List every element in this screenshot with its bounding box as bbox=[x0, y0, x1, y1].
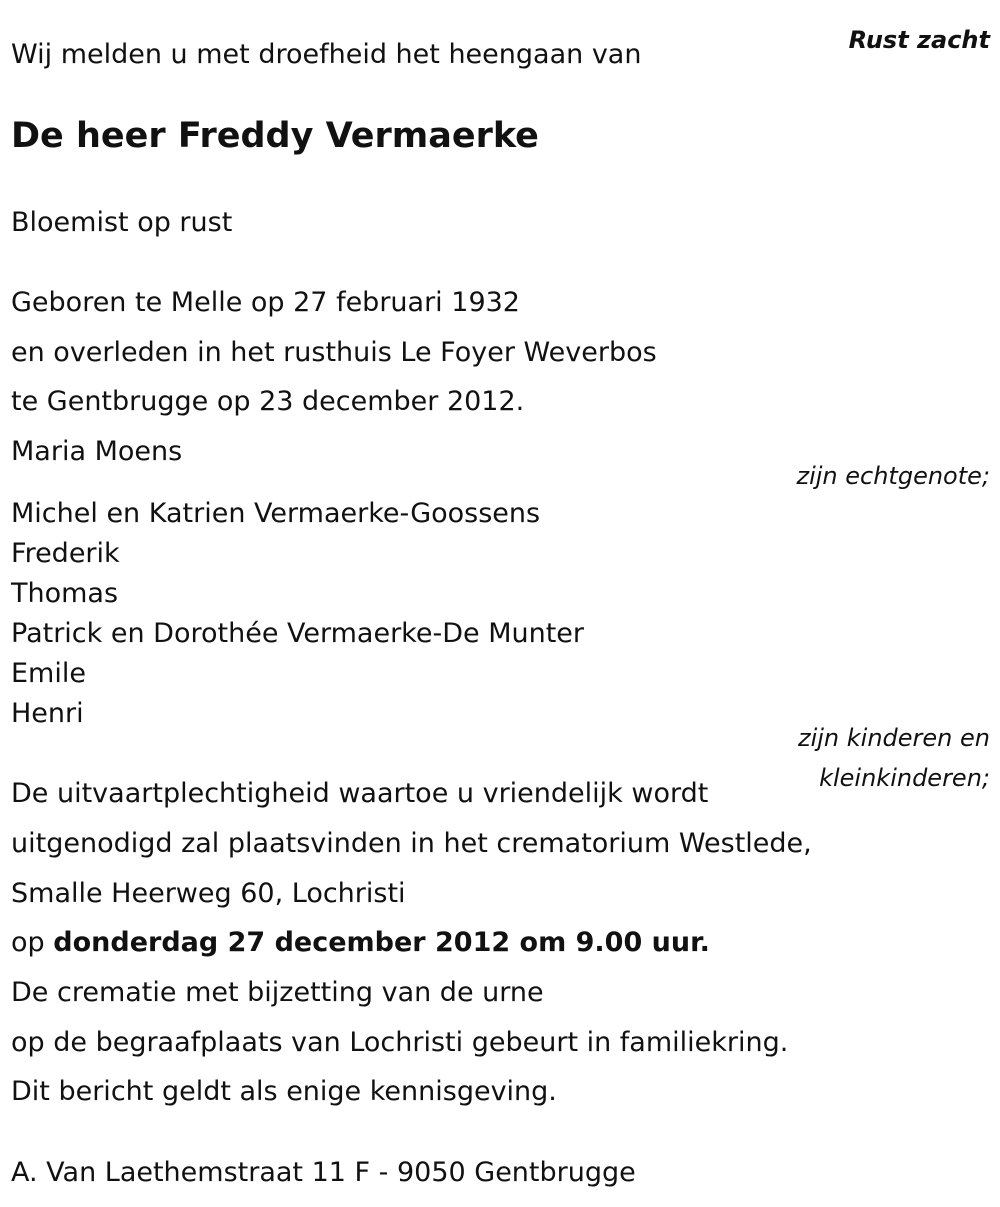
contact-address: A. Van Laethemstraat 11 F - 9050 Gentbrugge bbox=[11, 1157, 636, 1188]
ceremony-date-line bbox=[11, 927, 710, 959]
spouse-relation: zijn echtgenote; bbox=[796, 462, 990, 490]
child-line: Michel en Katrien Vermaerke-Goossens bbox=[11, 498, 541, 529]
ceremony-address: Smalle Heerweg 60, Lochristi bbox=[11, 878, 406, 909]
notice-line: Dit bericht geldt als enige kennisgeving. bbox=[11, 1076, 557, 1107]
child-line: Thomas bbox=[11, 578, 119, 609]
ceremony-line: op de begraafplaats van Lochristi gebeurt in familiekring. bbox=[11, 1027, 789, 1058]
deceased-name: De heer Freddy Vermaerke bbox=[11, 116, 539, 156]
ceremony-line: uitgenodigd zal plaatsvinden in het crematorium Westlede, bbox=[11, 828, 812, 859]
child-line: Frederik bbox=[11, 538, 120, 569]
death-line: en overleden in het rusthuis Le Foyer Weverbos bbox=[11, 337, 657, 368]
intro-text: Wij melden u met droefheid het heengaan van bbox=[11, 39, 642, 70]
ceremony-line: De crematie met bijzetting van de urne bbox=[11, 977, 544, 1008]
date-prefix: op bbox=[11, 927, 45, 958]
children-relation-line1: zijn kinderen en bbox=[798, 724, 990, 752]
spouse-name: Maria Moens bbox=[11, 436, 183, 467]
children-relation-line2: kleinkinderen; bbox=[819, 764, 990, 792]
ceremony-date: donderdag 27 december 2012 om 9.00 uur. bbox=[53, 927, 710, 958]
rust-zacht-label: Rust zacht bbox=[848, 26, 990, 54]
birth-line: Geboren te Melle op 27 februari 1932 bbox=[11, 287, 520, 318]
child-line: Patrick en Dorothée Vermaerke-De Munter bbox=[11, 618, 585, 649]
death-place-line: te Gentbrugge op 23 december 2012. bbox=[11, 386, 525, 417]
child-line: Henri bbox=[11, 698, 84, 729]
child-line: Emile bbox=[11, 658, 86, 689]
ceremony-line: De uitvaartplechtigheid waartoe u vriendelijk wordt bbox=[11, 778, 709, 809]
profession-text: Bloemist op rust bbox=[11, 207, 233, 238]
